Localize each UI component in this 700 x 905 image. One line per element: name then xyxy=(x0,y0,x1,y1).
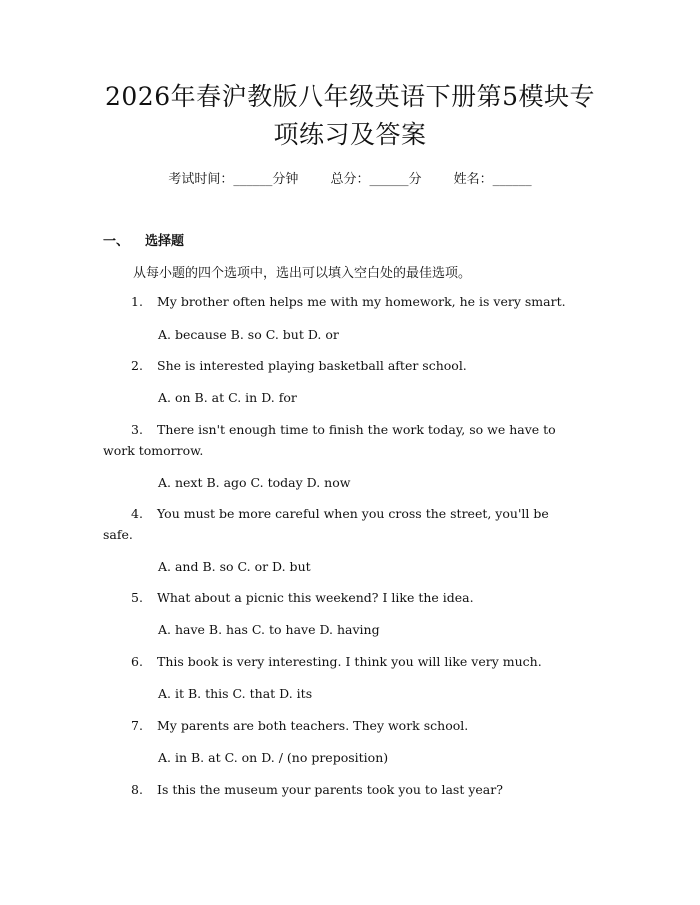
section-title: 选择题 xyxy=(145,234,185,249)
question-number: 2. xyxy=(131,358,143,373)
exam-score: 总分：______分 xyxy=(330,172,422,187)
question-number: 5. xyxy=(131,590,143,605)
question-3-options: A. next B. ago C. today D. now xyxy=(158,475,351,490)
question-5-options: A. have B. has C. to have D. having xyxy=(158,622,380,637)
question-2 xyxy=(103,355,598,376)
question-number: 4. xyxy=(131,506,143,521)
question-2-options: A. on B. at C. in D. for xyxy=(158,390,297,405)
question-number: 1. xyxy=(131,294,143,309)
section-instruction: 从每小题的四个选项中，选出可以填入空白处的最佳选项。 xyxy=(133,266,472,281)
question-text: She is interested playing basketball after school. xyxy=(157,358,467,373)
question-text: What about a picnic this weekend? I like the idea. xyxy=(157,590,474,605)
question-4 xyxy=(103,503,598,545)
question-text: This book is very interesting. I think you will like very much. xyxy=(157,654,542,669)
question-6 xyxy=(103,651,598,672)
question-number: 3. xyxy=(131,422,143,437)
document-title xyxy=(60,78,640,154)
question-text-continued: safe. xyxy=(103,527,133,542)
question-text: Is this the museum your parents took you to last year? xyxy=(157,782,503,797)
question-7 xyxy=(103,715,598,736)
question-text: There isn't enough time to finish the work today, so we have to xyxy=(157,422,556,437)
title-line-1: 2026年春沪教版八年级英语下册第5模块专 xyxy=(104,82,596,111)
exam-info xyxy=(0,168,700,187)
question-number: 8. xyxy=(131,782,143,797)
question-text: My parents are both teachers. They work school. xyxy=(157,718,469,733)
question-6-options: A. it B. this C. that D. its xyxy=(158,686,313,701)
question-text: You must be more careful when you cross the street, you'll be xyxy=(157,506,549,521)
question-1 xyxy=(103,291,598,312)
title-line-2: 项练习及答案 xyxy=(273,120,427,149)
section-number: 一、 xyxy=(103,234,130,249)
question-3 xyxy=(103,419,598,461)
exam-time: 考试时间：______分钟 xyxy=(168,172,299,187)
question-text-continued: work tomorrow. xyxy=(103,443,204,458)
exam-name: 姓名：______ xyxy=(453,172,532,187)
question-number: 6. xyxy=(131,654,143,669)
question-8 xyxy=(103,779,598,800)
question-text: My brother often helps me with my homework, he is very smart. xyxy=(157,294,566,309)
question-number: 7. xyxy=(131,718,143,733)
section-heading xyxy=(103,230,184,249)
question-1-options: A. because B. so C. but D. or xyxy=(158,327,339,342)
question-7-options: A. in B. at C. on D. / (no preposition) xyxy=(158,750,389,765)
question-4-options: A. and B. so C. or D. but xyxy=(158,559,311,574)
question-5 xyxy=(103,587,598,608)
